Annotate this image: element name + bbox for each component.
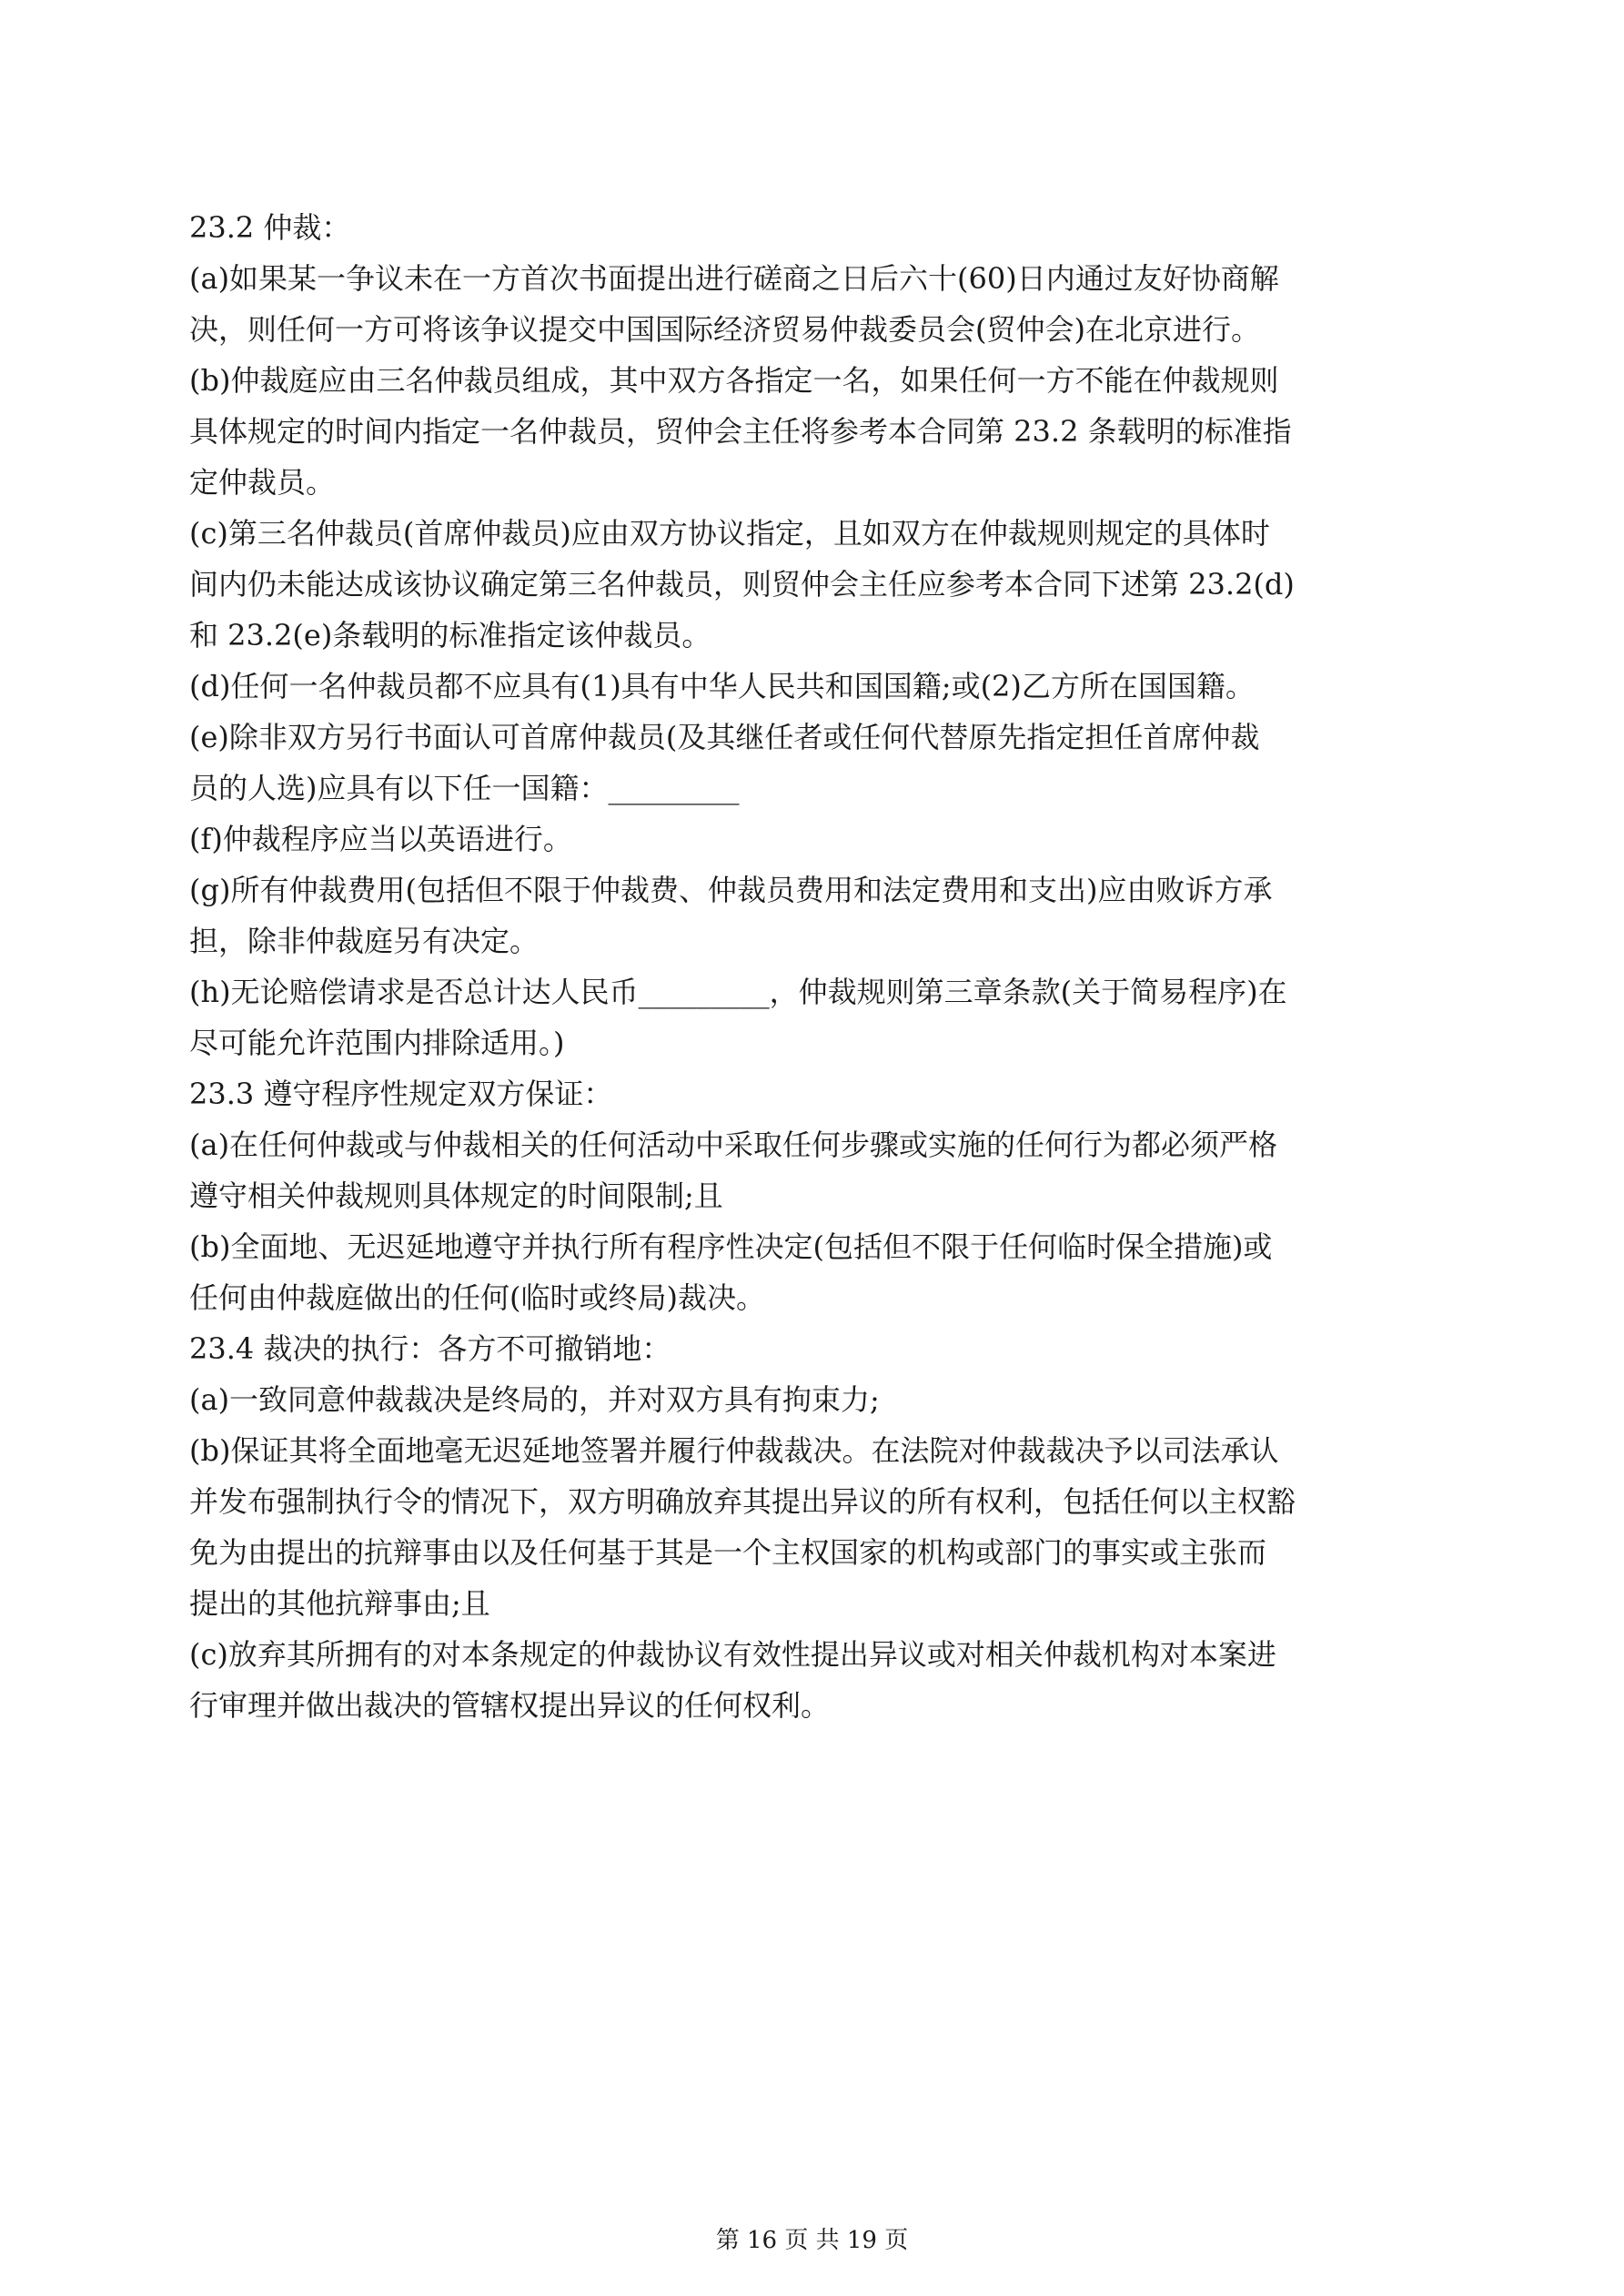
paragraph-line: 并发布强制执行令的情况下，双方明确放弃其提出异议的所有权利，包括任何以主权豁 [189,1484,1296,1519]
paragraph-line: (f)仲裁程序应当以英语进行。 [189,822,572,856]
paragraph-line: (a)在任何仲裁或与仲裁相关的任何活动中采取任何步骤或实施的任何行为都必须严格 [189,1128,1278,1162]
paragraph-line: 免为由提出的抗辩事由以及任何基于其是一个主权国家的机构或部门的事实或主张而 [189,1535,1267,1570]
paragraph-line: (c)第三名仲裁员(首席仲裁员)应由双方协议指定，且如双方在仲裁规则规定的具体时 [189,516,1270,551]
paragraph-line: (b)全面地、无迟延地遵守并执行所有程序性决定(包括但不限于任何临时保全措施)或 [189,1229,1273,1264]
paragraph-line: 任何由仲裁庭做出的任何(临时或终局)裁决。 [189,1280,765,1315]
section-heading-23-3: 23.3 遵守程序性规定双方保证： [189,1077,613,1111]
paragraph-line: 行审理并做出裁决的管辖权提出异议的任何权利。 [189,1688,831,1723]
paragraph-line: (g)所有仲裁费用(包括但不限于仲裁费、仲裁员费用和法定费用和支出)应由败诉方承 [189,873,1273,907]
paragraph-line: (c)放弃其所拥有的对本条规定的仲裁协议有效性提出异议或对相关仲裁机构对本案进 [189,1637,1276,1672]
paragraph-line: 具体规定的时间内指定一名仲裁员，贸仲会主任将参考本合同第 23.2 条载明的标准指 [189,414,1292,449]
document-body [189,202,1445,1731]
paragraph-line: 尽可能允许范围内排除适用。) [189,1026,565,1060]
paragraph-line: (a)一致同意仲裁裁决是终局的，并对双方具有拘束力; [189,1382,880,1417]
section-heading-23-2: 23.2 仲裁： [189,210,351,245]
paragraph-line: 遵守相关仲裁规则具体规定的时间限制;且 [189,1178,723,1213]
paragraph-line: (h)无论赔偿请求是否总计达人民币_________，仲裁规则第三章条款(关于简易程序)在 [189,975,1287,1009]
paragraph-line: 员的人选)应具有以下任一国籍：_________ [189,771,740,805]
paragraph-line: 定仲裁员。 [189,465,336,500]
paragraph-line: (a)如果某一争议未在一方首次书面提出进行磋商之日后六十(60)日内通过友好协商解 [189,261,1279,296]
paragraph-line: 担，除非仲裁庭另有决定。 [189,924,540,958]
paragraph-line: (d)任何一名仲裁员都不应具有(1)具有中华人民共和国国籍;或(2)乙方所在国国籍。 [189,669,1255,703]
paragraph-line: (b)保证其将全面地毫无迟延地签署并履行仲裁裁决。在法院对仲裁裁决予以司法承认 [189,1433,1279,1468]
paragraph-line: (e)除非双方另行书面认可首席仲裁员(及其继任者或任何代替原先指定担任首席仲裁 [189,720,1260,754]
paragraph-line: (b)仲裁庭应由三名仲裁员组成，其中双方各指定一名，如果任何一方不能在仲裁规则 [189,363,1279,398]
section-heading-23-4: 23.4 裁决的执行：各方不可撤销地： [189,1331,671,1366]
paragraph-line: 决，则任何一方可将该争议提交中国国际经济贸易仲裁委员会(贸仲会)在北京进行。 [189,312,1260,347]
paragraph-line: 和 23.2(e)条载明的标准指定该仲裁员。 [189,618,711,652]
paragraph-line: 提出的其他抗辩事由;且 [189,1586,490,1621]
paragraph-line: 间内仍未能达成该协议确定第三名仲裁员，则贸仲会主任应参考本合同下述第 23.2(d) [189,567,1295,602]
page-number-footer: 第 16 页 共 19 页 [715,2227,909,2254]
